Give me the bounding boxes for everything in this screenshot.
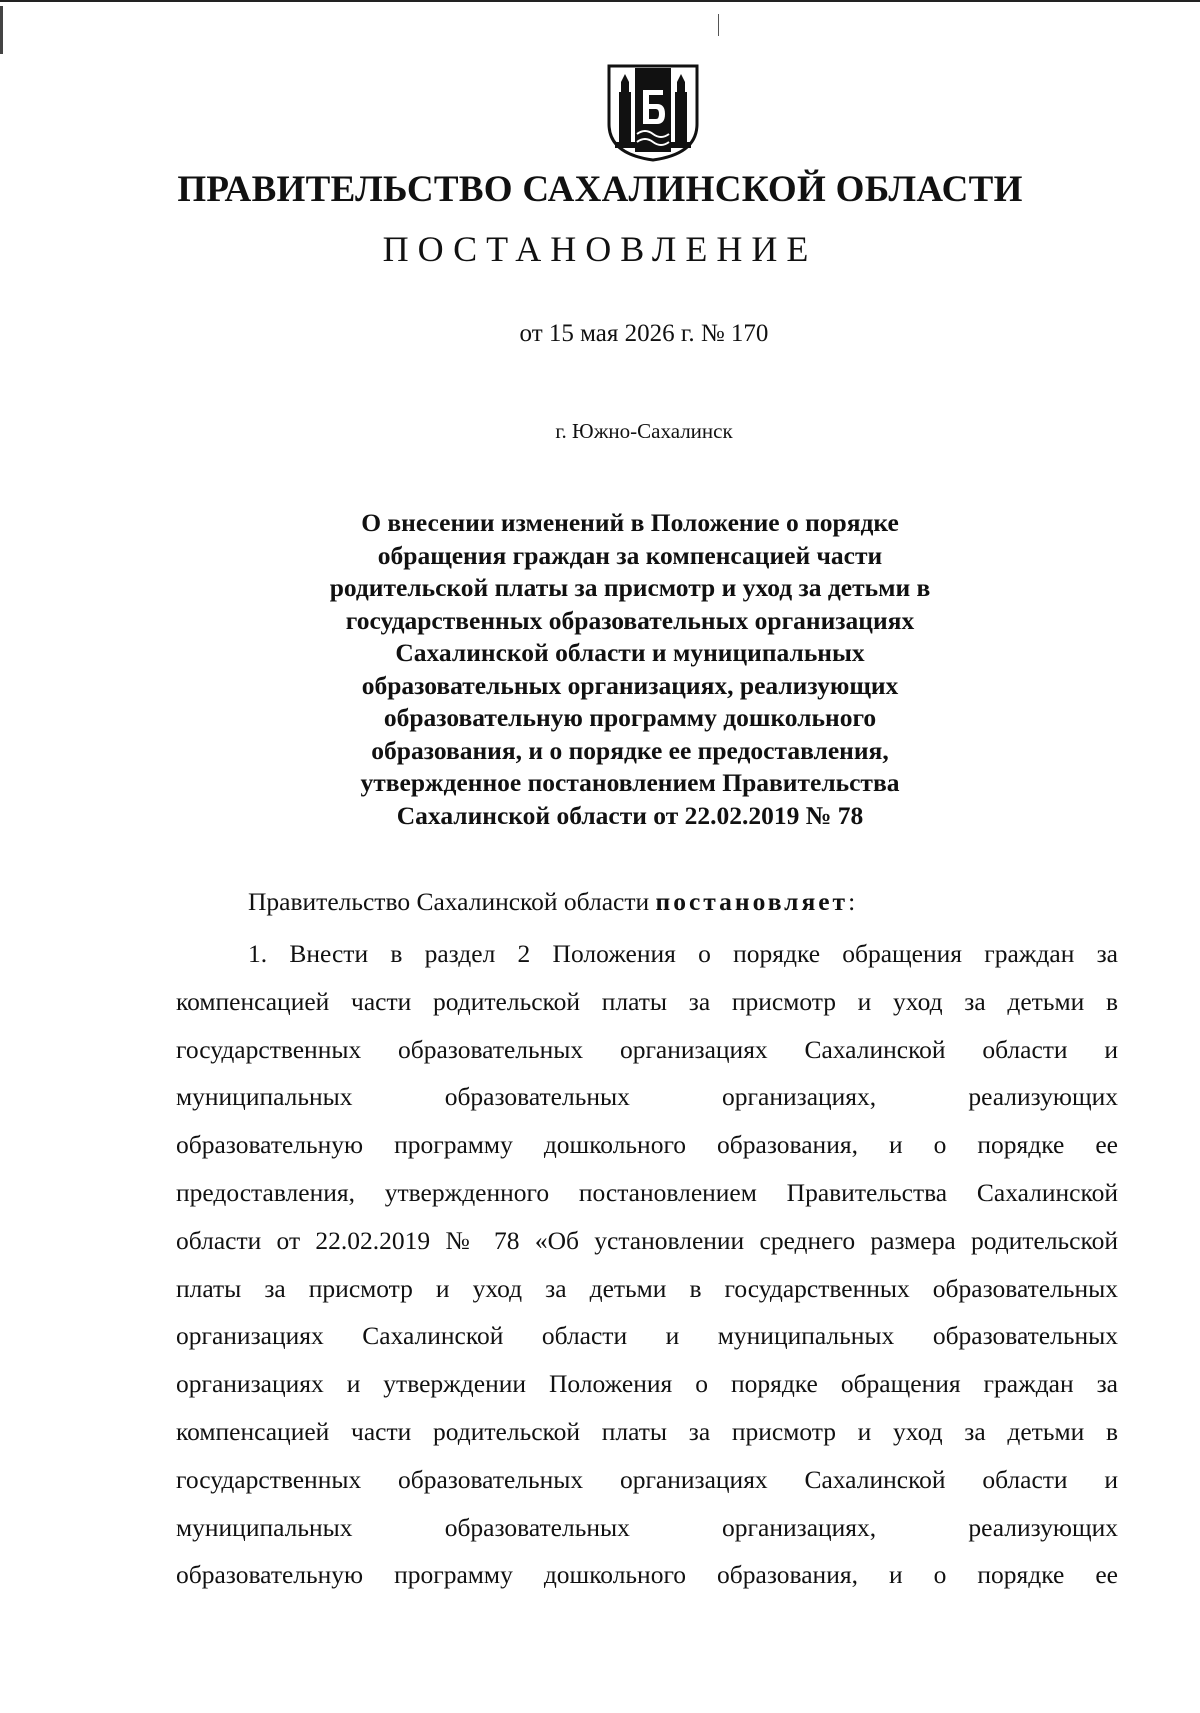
body-line: организациях Сахалинской области и муниципальных образовательных: [176, 1321, 1118, 1351]
heading-line: О внесении изменений в Положение о порядке: [361, 508, 899, 537]
document-heading: [230, 507, 1030, 832]
body-line: компенсацией части родительской платы за присмотр и уход за детьми в: [176, 986, 1118, 1016]
organization-title: ПРАВИТЕЛЬСТВО САХАЛИНСКОЙ ОБЛАСТИ: [177, 169, 1023, 210]
body-line: государственных образовательных организациях Сахалинской области и: [176, 1464, 1118, 1494]
preamble: [248, 886, 1048, 918]
heading-line: образовательных организациях, реализующих: [361, 670, 899, 700]
document-body: [176, 930, 1118, 1599]
heading-line: утвержденное постановлением Правительства: [360, 768, 900, 797]
scan-tick-mark: [718, 14, 719, 36]
body-line: предоставления, утвержденного постановлением Правительства Сахалинской: [176, 1177, 1118, 1207]
body-line: муниципальных образовательных организациях, реализующих: [176, 1512, 1118, 1542]
body-line: 1. Внести в раздел 2 Положения о порядке обращения граждан за: [248, 939, 1118, 968]
coat-of-arms-icon: [605, 62, 701, 162]
scan-edge-line: [0, 0, 1200, 2]
heading-line: обращения граждан за компенсацией части: [377, 540, 883, 570]
heading-line: родительской платы за присмотр и уход за детьми в: [329, 573, 931, 602]
body-line: области от 22.02.2019 № 78 «Об установлении среднего размера родительской: [176, 1225, 1118, 1255]
heading-line: Сахалинской области и муниципальных: [395, 638, 865, 667]
document-place: г. Южно-Сахалинск: [555, 419, 733, 443]
body-line: государственных образовательных организациях Сахалинской области и: [176, 1034, 1118, 1064]
preamble-suffix: :: [848, 887, 856, 916]
body-line: организациях и утверждении Положения о порядке обращения граждан за: [176, 1369, 1118, 1399]
body-line: образовательную программу дошкольного образования, и о порядке ее: [176, 1130, 1118, 1160]
preamble-verb: постановляет: [655, 887, 849, 916]
body-line: образовательную программу дошкольного образования, и о порядке ее: [176, 1560, 1118, 1590]
document-type: ПОСТАНОВЛЕНИЕ: [382, 229, 818, 269]
body-line: платы за присмотр и уход за детьми в государственных образовательных: [176, 1273, 1118, 1303]
heading-line: образования, и о порядке ее предоставления,: [371, 735, 889, 765]
preamble-prefix: Правительство Сахалинской области: [248, 887, 656, 916]
scan-edge-mark: [0, 6, 3, 54]
body-line: компенсацией части родительской платы за присмотр и уход за детьми в: [176, 1416, 1118, 1446]
heading-line: государственных образовательных организациях: [345, 605, 915, 635]
heading-line: образовательную программу дошкольного: [383, 703, 877, 732]
document-date-number: от 15 мая 2026 г. № 170: [519, 320, 769, 347]
heading-line: Сахалинской области от 22.02.2019 № 78: [396, 800, 864, 830]
body-line: муниципальных образовательных организациях, реализующих: [176, 1082, 1118, 1112]
